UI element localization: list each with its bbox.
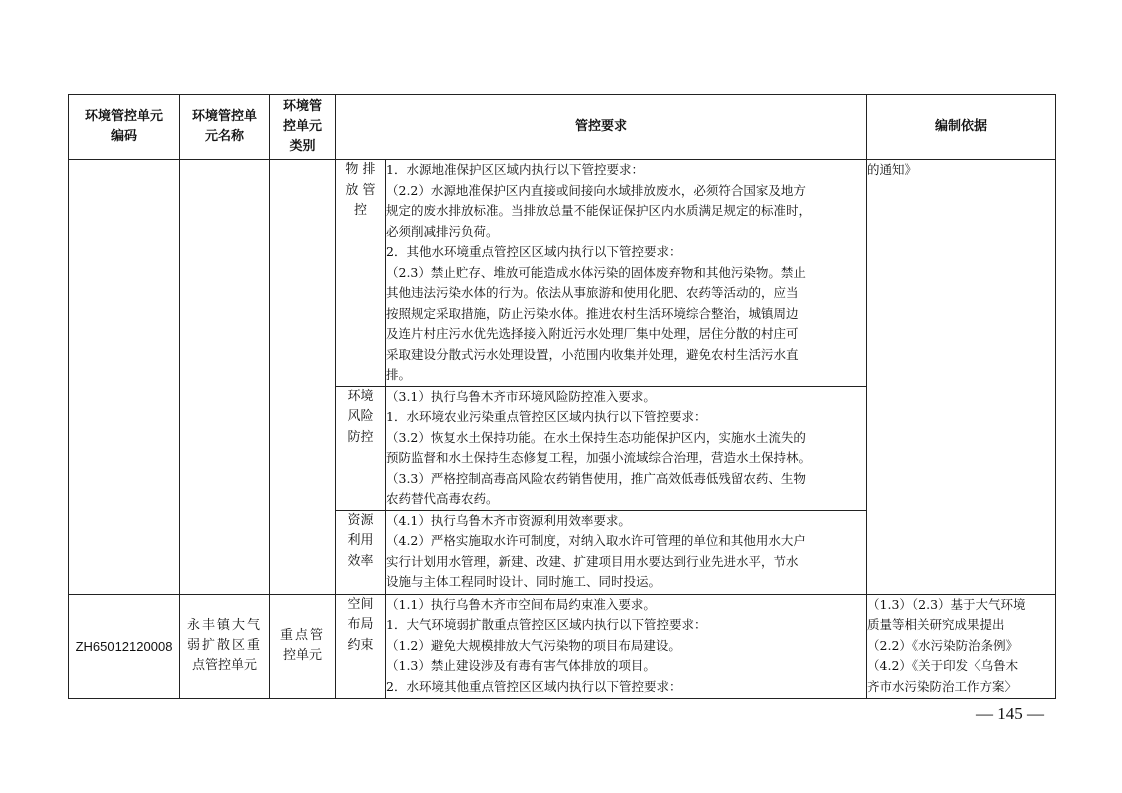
header-row: [69, 95, 1056, 160]
category-line: 控单元: [282, 648, 322, 663]
req-line: 实行计划用水管理，新建、改建、扩建项目用水要达到行业先进水平，节水: [386, 553, 799, 569]
req-line: （3.3）严格控制高毒高风险农药销售使用，推广高效低毒低残留农药、生物: [386, 470, 806, 486]
header-name: [180, 95, 270, 160]
header-name-line2: 元名称: [204, 129, 244, 144]
req-line: 设施与主体工程同时设计、同时施工、同时投运。: [386, 574, 662, 589]
req-line: 2．水环境其他重点管控区区域内执行以下管控要求：: [386, 678, 682, 694]
header-category: [270, 95, 336, 160]
req-line: 排。: [386, 367, 412, 382]
type-line: 物 排: [345, 162, 376, 177]
req-line: （1.3）禁止建设涉及有毒有害气体排放的项目。: [386, 658, 656, 673]
name-line: 弱扩散区重: [186, 638, 262, 653]
header-category-line2: 控单元: [282, 119, 322, 134]
req-line: 其他违法污染水体的行为。依法从事旅游和使用化肥、农药等活动的，应当: [386, 285, 799, 300]
category-line: 重点管: [279, 628, 325, 643]
header-requirements: 管控要求: [336, 95, 867, 160]
unit-category-cell: [270, 160, 336, 595]
req-line: （1.1）执行乌鲁木齐市空间布局约束准入要求。: [386, 596, 656, 612]
basis-cell-row2: [867, 594, 1056, 698]
req-line: 1．大气环境弱扩散重点管控区区域内执行以下管控要求：: [386, 617, 707, 632]
basis-line: （2.2）《水污染防治条例》: [867, 637, 1019, 653]
unit-code-cell: ZH65012120008: [69, 594, 180, 698]
control-type-spatial: [336, 594, 386, 698]
type-line: 环境: [347, 388, 374, 404]
req-line: 2．其他水环境重点管控区区域内执行以下管控要求：: [386, 244, 682, 259]
header-code-line2: 编码: [110, 129, 137, 144]
req-line: （4.1）执行乌鲁木齐市资源利用效率要求。: [386, 512, 631, 528]
unit-code-cell: [69, 160, 180, 595]
requirements-spatial: [386, 594, 867, 698]
req-line: （3.1）执行乌鲁木齐市环境风险防控准入要求。: [386, 388, 656, 404]
name-line: 点管控单元: [191, 658, 257, 673]
type-line: 放 管: [345, 182, 376, 198]
control-unit-table: [68, 94, 1056, 699]
type-line: 约束: [347, 637, 374, 653]
header-code: [69, 95, 180, 160]
req-line: （4.2）严格实施取水许可制度，对纳入取水许可管理的单位和其他用水大户: [386, 533, 806, 548]
control-type-emission: [336, 160, 386, 387]
basis-cell-row1: [867, 160, 1056, 595]
basis-line: （1.3）（2.3）基于大气环境: [867, 596, 1026, 612]
name-line: 永丰镇大气: [186, 618, 262, 633]
req-line: （2.2）水源地准保护区内直接或间接向水域排放废水，必须符合国家及地方: [386, 182, 806, 198]
requirements-resource: [386, 510, 867, 594]
unit-category-cell: [270, 594, 336, 698]
type-line: 控: [353, 203, 367, 218]
type-line: 资源: [347, 512, 374, 528]
requirements-risk: [386, 386, 867, 510]
req-line: 及连片村庄污水优先选择接入附近污水处理厂集中处理，居住分散的村庄可: [386, 326, 799, 341]
req-line: 农药替代高毒农药。: [386, 491, 499, 506]
req-line: 采取建设分散式污水处理设置，小范围内收集并处理，避免农村生活污水直: [386, 346, 799, 362]
header-category-line3: 类别: [289, 139, 316, 154]
req-line: 必须削减排污负荷。: [386, 223, 499, 239]
unit-name-cell: [180, 594, 270, 698]
table-row: [69, 160, 1056, 387]
type-line: 布局: [347, 617, 374, 632]
type-line: 风险: [347, 409, 374, 424]
control-type-risk: [336, 386, 386, 510]
table-row: [69, 594, 1056, 698]
type-line: 利用: [347, 533, 374, 548]
req-line: 规定的废水排放标准。当排放总量不能保证保护区内水质满足规定的标准时，: [386, 203, 812, 218]
page-number: — 145 —: [976, 704, 1044, 723]
req-line: 1．水源地准保护区区域内执行以下管控要求：: [386, 162, 644, 177]
control-type-resource: [336, 510, 386, 594]
header-name-line1: 环境管控单: [191, 109, 257, 124]
type-line: 效率: [347, 553, 374, 569]
type-line: 防控: [347, 429, 374, 445]
basis-line: 的通知》: [867, 162, 918, 177]
header-basis: 编制依据: [867, 95, 1056, 160]
header-code-line1: 环境管控单元: [84, 109, 163, 124]
header-category-line1: 环境管: [282, 99, 322, 114]
req-line: 1．水环境农业污染重点管控区区域内执行以下管控要求：: [386, 409, 707, 424]
req-line: （1.2）避免大规模排放大气污染物的项目布局建设。: [386, 637, 681, 653]
basis-line: 质量等相关研究成果提出: [867, 617, 1005, 632]
req-line: 预防监督和水土保持生态修复工程，加强小流域综合治理，营造水土保持林。: [386, 450, 812, 465]
unit-name-cell: [180, 160, 270, 595]
basis-line: 齐市水污染防治工作方案〉: [867, 678, 1018, 694]
req-line: （3.2）恢复水土保持功能。在水土保持生态功能保护区内，实施水土流失的: [386, 429, 806, 445]
basis-line: （4.2）《关于印发〈乌鲁木: [867, 658, 1019, 673]
type-line: 空间: [347, 596, 374, 612]
req-line: （2.3）禁止贮存、堆放可能造成水体污染的固体废弃物和其他污染物。禁止: [386, 264, 806, 280]
req-line: 按照规定采取措施，防止污染水体。推进农村生活环境综合整治，城镇周边: [386, 305, 799, 321]
requirements-emission: [386, 160, 867, 387]
